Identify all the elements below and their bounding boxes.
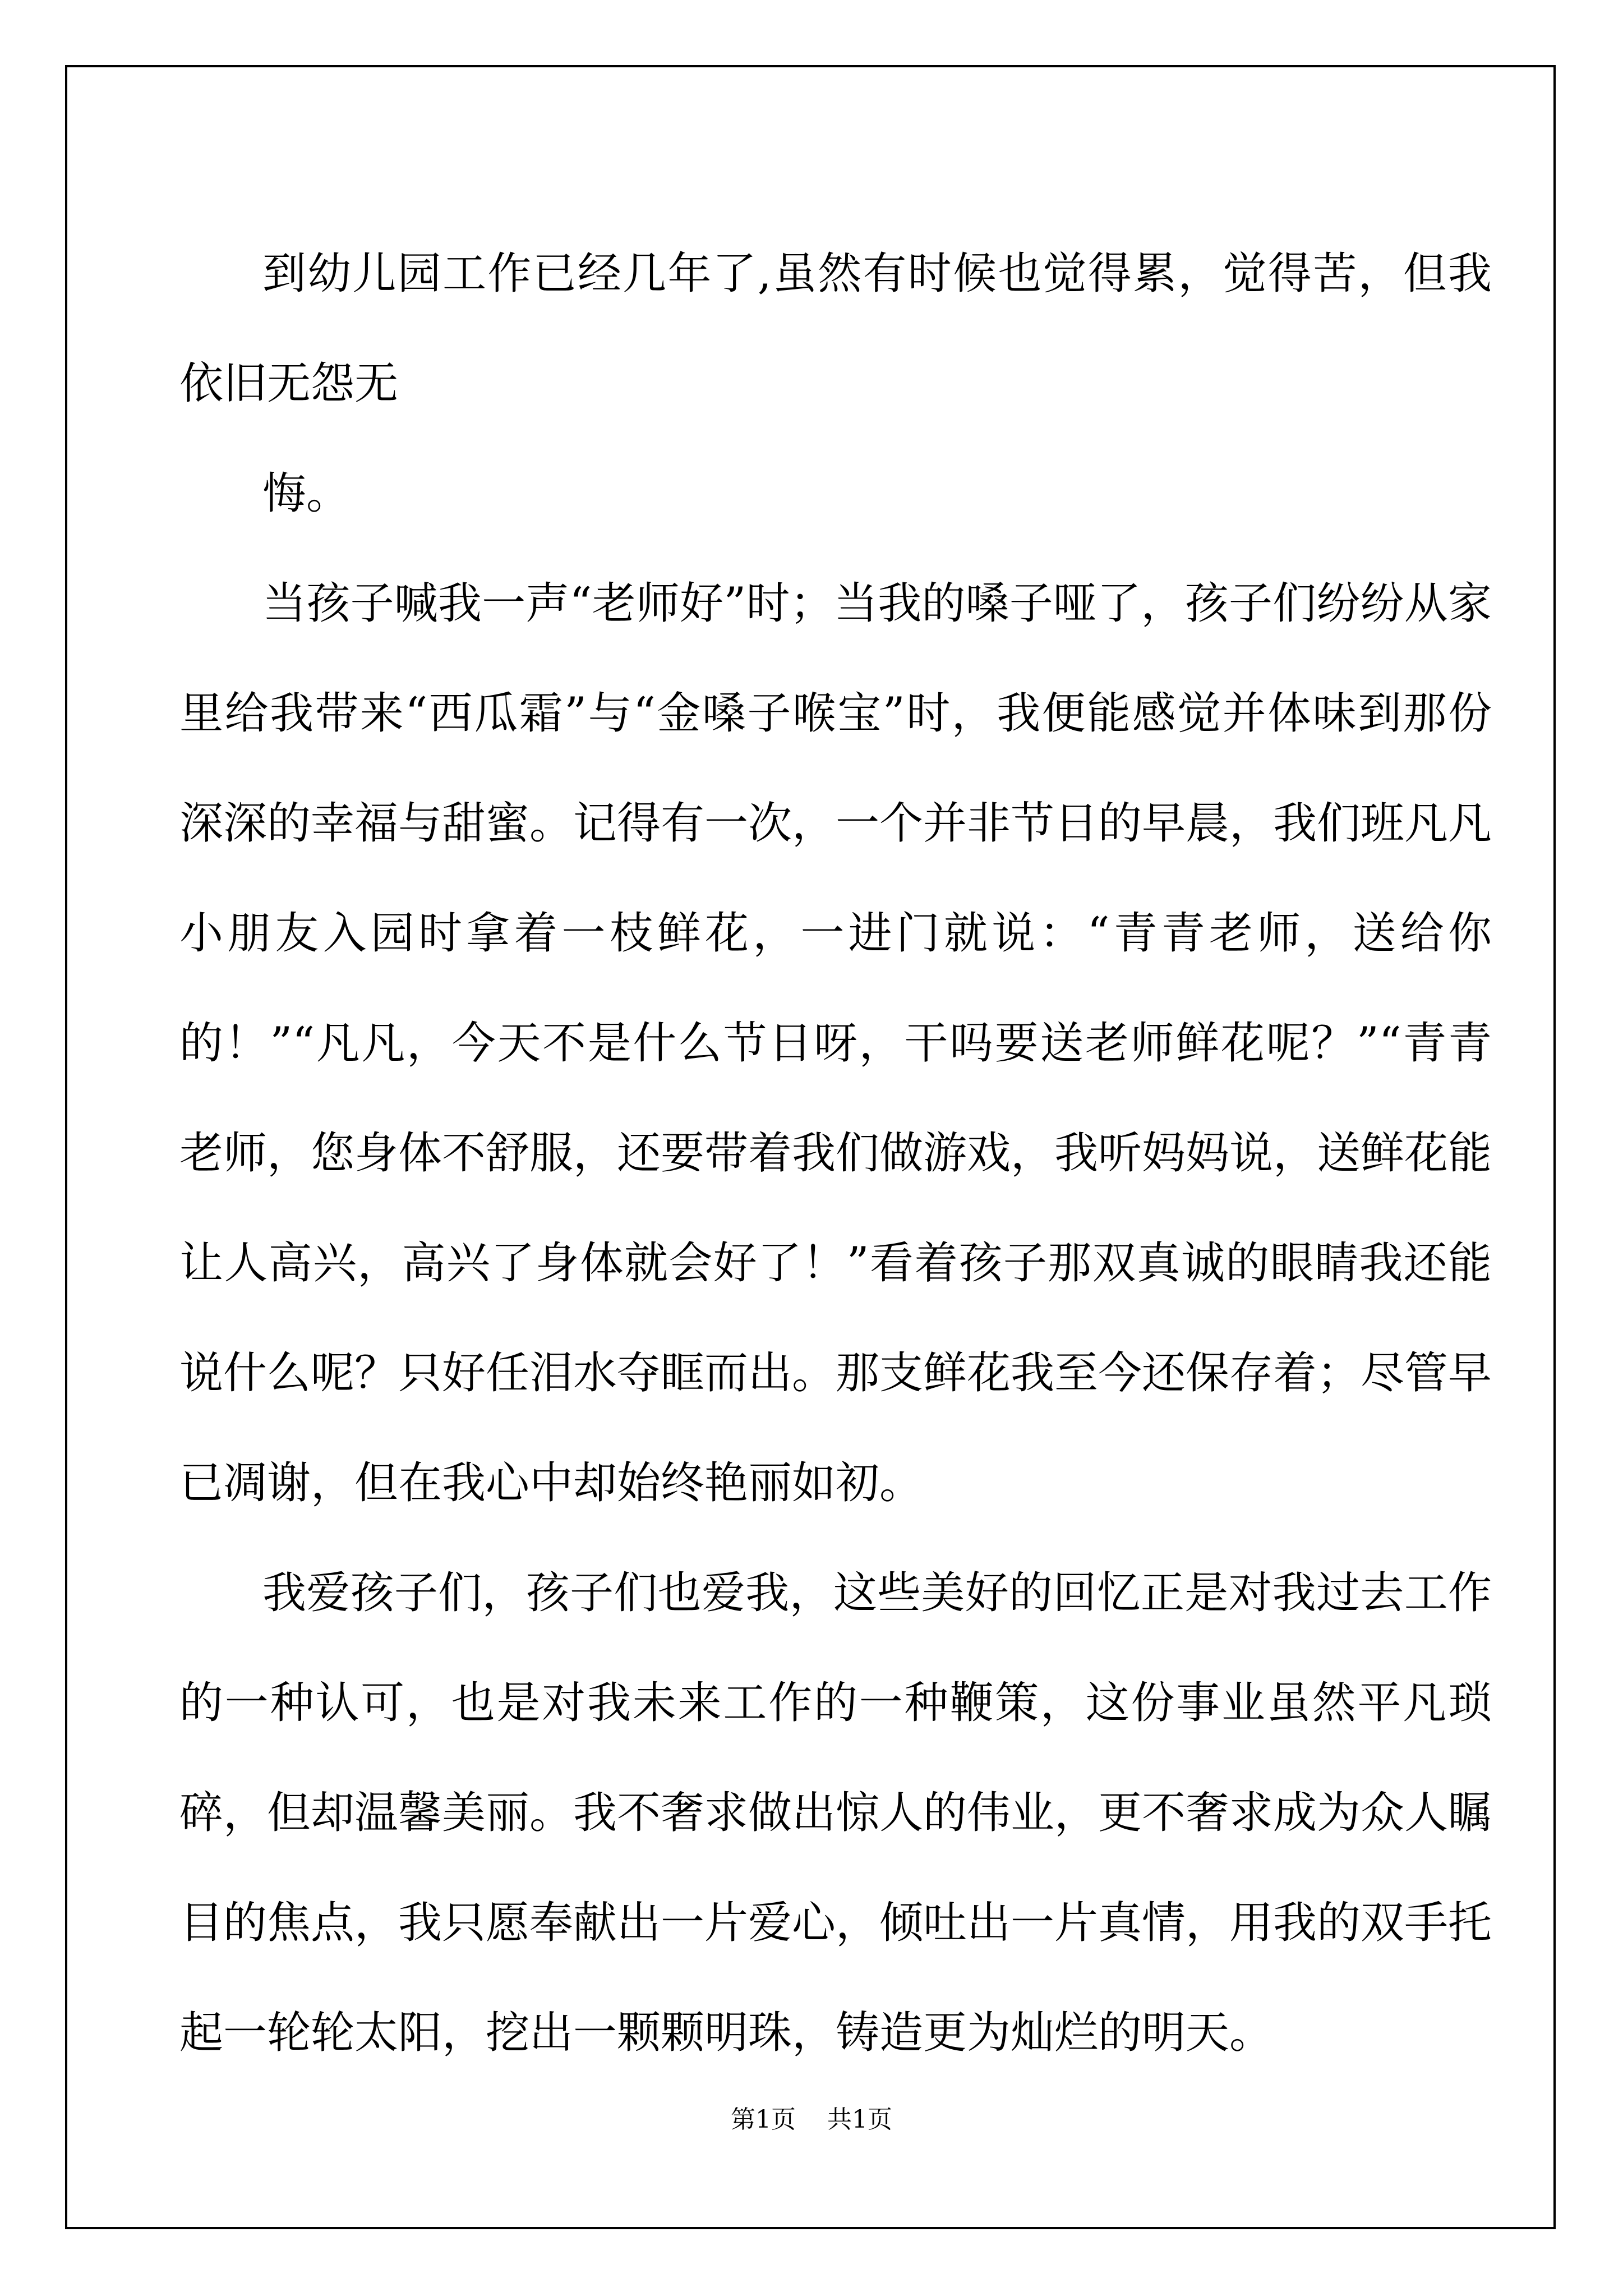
document-body bbox=[179, 67, 1492, 2088]
page-number-current: 第1页 bbox=[731, 2105, 796, 2134]
page-number-total: 共1页 bbox=[827, 2105, 892, 2134]
paragraph-4: 我爱孩子们，孩子们也爱我，这些美好的回忆正是对我过去工作的一种认可，也是对我未来工作的一种鞭策，这份事业虽然平凡琐碎，但却温馨美丽。我不奢求做出惊人的伟业，更不奢求成为众人瞩目的焦点，我只愿奉献出一片爱心，倾吐出一片真情，用我的双手托起一轮轮太阳，挖出一颗颗明珠，铸造更为灿烂的明天。 bbox=[179, 1568, 1492, 2058]
page-footer bbox=[0, 2099, 1623, 2135]
paragraph-1: 到幼儿园工作已经几年了,虽然有时候也觉得累，觉得苦，但我依旧无怨无 bbox=[179, 249, 1492, 409]
paragraph-3: 当孩子喊我一声“老师好”时；当我的嗓子哑了，孩子们纷纷从家里给我带来“西瓜霜”与“金嗓子喉宝”时，我便能感觉并体味到那份深深的幸福与甜蜜。记得有一次，一个并非节日的早晨，我们班凡凡小朋友入园时拿着一枝鲜花，一进门就说：“青青老师，送给你的！”“凡凡，今天不是什么节日呀，干吗要送老师鲜花呢？”“青青老师，您身体不舒服，还要带着我们做游戏，我听妈妈说，送鲜花能让人高兴，高兴了身体就会好了！”看着孩子那双真诚的眼睛我还能说什么呢？只好任泪水夺眶而出。那支鲜花我至今还保存着；尽管早已凋谢，但在我心中却始终艳丽如初。 bbox=[179, 578, 1492, 1508]
paragraph-2: 悔。 bbox=[262, 468, 351, 519]
page-frame bbox=[65, 65, 1556, 2229]
